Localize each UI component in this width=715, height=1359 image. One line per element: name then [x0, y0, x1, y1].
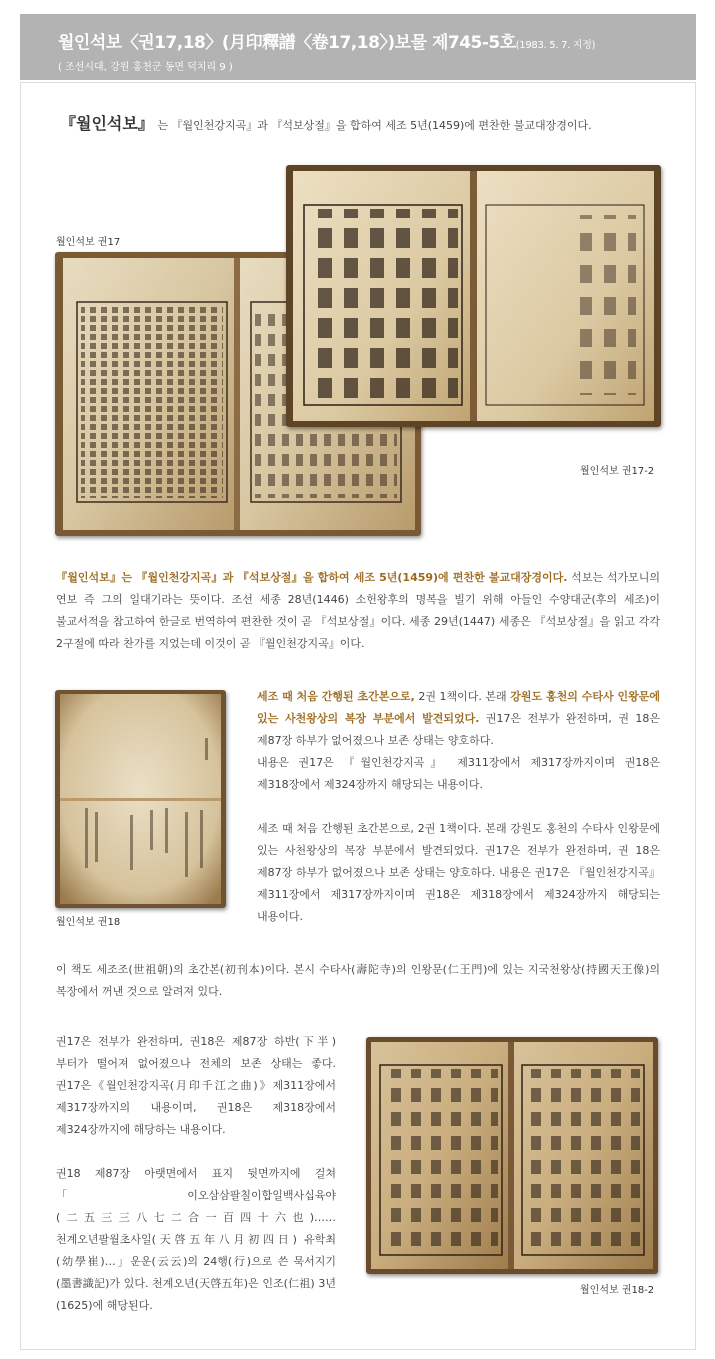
discovery-highlight-1: 세조 때 처음 간행된 초간본으로,: [257, 690, 415, 703]
paragraph-condition: 권17은 전부가 완전하며, 권18은 제87장 하반(下半)부터가 떨어져 없어졌으나 전체의 보존 상태는 좋다. 권17은《월인천강지곡(月印千江之曲)》제311장에서 제317장까지의 내용이며, 권18은 제318장에서 제324장까지에 해당하는 내용이다.: [56, 1035, 336, 1136]
book-photo-vol18: [55, 690, 226, 908]
title-designation-date: (1983. 5. 7. 지정): [515, 40, 596, 51]
paragraph-repeat: 세조 때 처음 간행된 초간본으로, 2권 1책이다. 본래 강원도 홍천의 수타사 인왕문에 있는 사천왕상의 복장 부분에서 발견되었다. 권17은 전부가 완전하며, 권 18은 제87장 하부가 없어졌으나 보존 상태는 양호하다. 내용은 권17은 『월인천강지곡』 제311장에서 제317장까지이며 권18은 제318장에서 제324장까지 해당되는 내용이다.: [257, 822, 660, 923]
discovery-text-3: 내용은 권17은 『월인천강지곡』 제311장에서 제317장까지이며 권18은 제318장에서 제324장까지 해당되는 내용이다.: [257, 756, 660, 791]
page-subtitle: ( 조선시대, 강원 홍천군 동면 덕치리 9 ): [58, 62, 233, 73]
book-photo-vol18-2: [366, 1037, 658, 1274]
paragraph-origin: 이 책도 세조조(世祖朝)의 초간본(初刊本)이다. 본시 수타사(壽陀寺)의 인왕문(仁王門)에 있는 지국천왕상(持國天王像)의 복장에서 꺼낸 것으로 알려져 있다.: [56, 963, 660, 998]
summary-highlight: 『월인석보』는 『월인천강지곡』과 『석보상절』을 합하여 세조 5년(1459)에 편찬한 불교대장경이다.: [56, 571, 568, 584]
intro-name: 『월인석보』: [60, 114, 154, 133]
book-photo-vol17-2: [286, 165, 661, 427]
title-main: 월인석보〈권17,18〉(月印釋譜〈卷17,18〉)보물 제745-5호: [58, 33, 516, 53]
discovery-text-2: 권17은 전부가 완전하며, 권 18은 제87장 하부가 없어졌으나 보존 상태는 양호하다.: [257, 712, 661, 747]
discovery-text-1: 2권 1책이다. 본래: [414, 690, 511, 703]
caption-vol18-2: 월인석보 권18-2: [580, 1285, 655, 1296]
caption-vol17-2: 월인석보 권17-2: [580, 466, 655, 477]
intro-text: 는 『월인천강지곡』과 『석보상절』을 합하여 세조 5년(1459)에 편찬한 불교대장경이다.: [157, 119, 592, 132]
caption-vol17: 월인석보 권17: [56, 237, 121, 248]
discovery-highlight-2: 강원도 홍천의 수타사 인왕문에 있는 사천왕상의 복장 부분에서 발견되었다.: [257, 690, 660, 725]
paragraph-summary: [56, 567, 660, 655]
summary-text: 석보는 석가모니의 연보 즉 그의 일대기라는 뜻이다. 조선 세종 28년(1446) 소헌왕후의 명복을 빌기 위해 아들인 수양대군(후의 세조)이 불교서적을 참고하여 한글로 번역하여 편찬한 것이 곧 『석보상절』이다. 세종 29년(1447) 세종은 『석보상절』을 읽고 각각 2구절에 따라 찬가를 지었는데 이것이 곧 『월인천강지곡』이다.: [56, 571, 660, 650]
intro-line: [60, 113, 592, 137]
paragraph-inscription: 권18 제87장 아랫면에서 표지 뒷면까지에 걸쳐「이오삼삼팔칠이합일백사십육야(二五三三八七二合一百四十六也)…… 천계오년팔월초사일(天啓五年八月初四日) 유학최(幼學崔)…」운운(云云)의 24행(行)으로 쓴 묵서지기(墨書識記)가 있다. 천계오년(天啓五年)은 인조(仁祖) 3년(1625)에 해당된다.: [56, 1167, 336, 1312]
caption-vol18: 월인석보 권18: [56, 917, 121, 928]
paragraph-discovery: [257, 686, 660, 796]
page-title: [58, 28, 595, 53]
page-header: [20, 14, 696, 80]
